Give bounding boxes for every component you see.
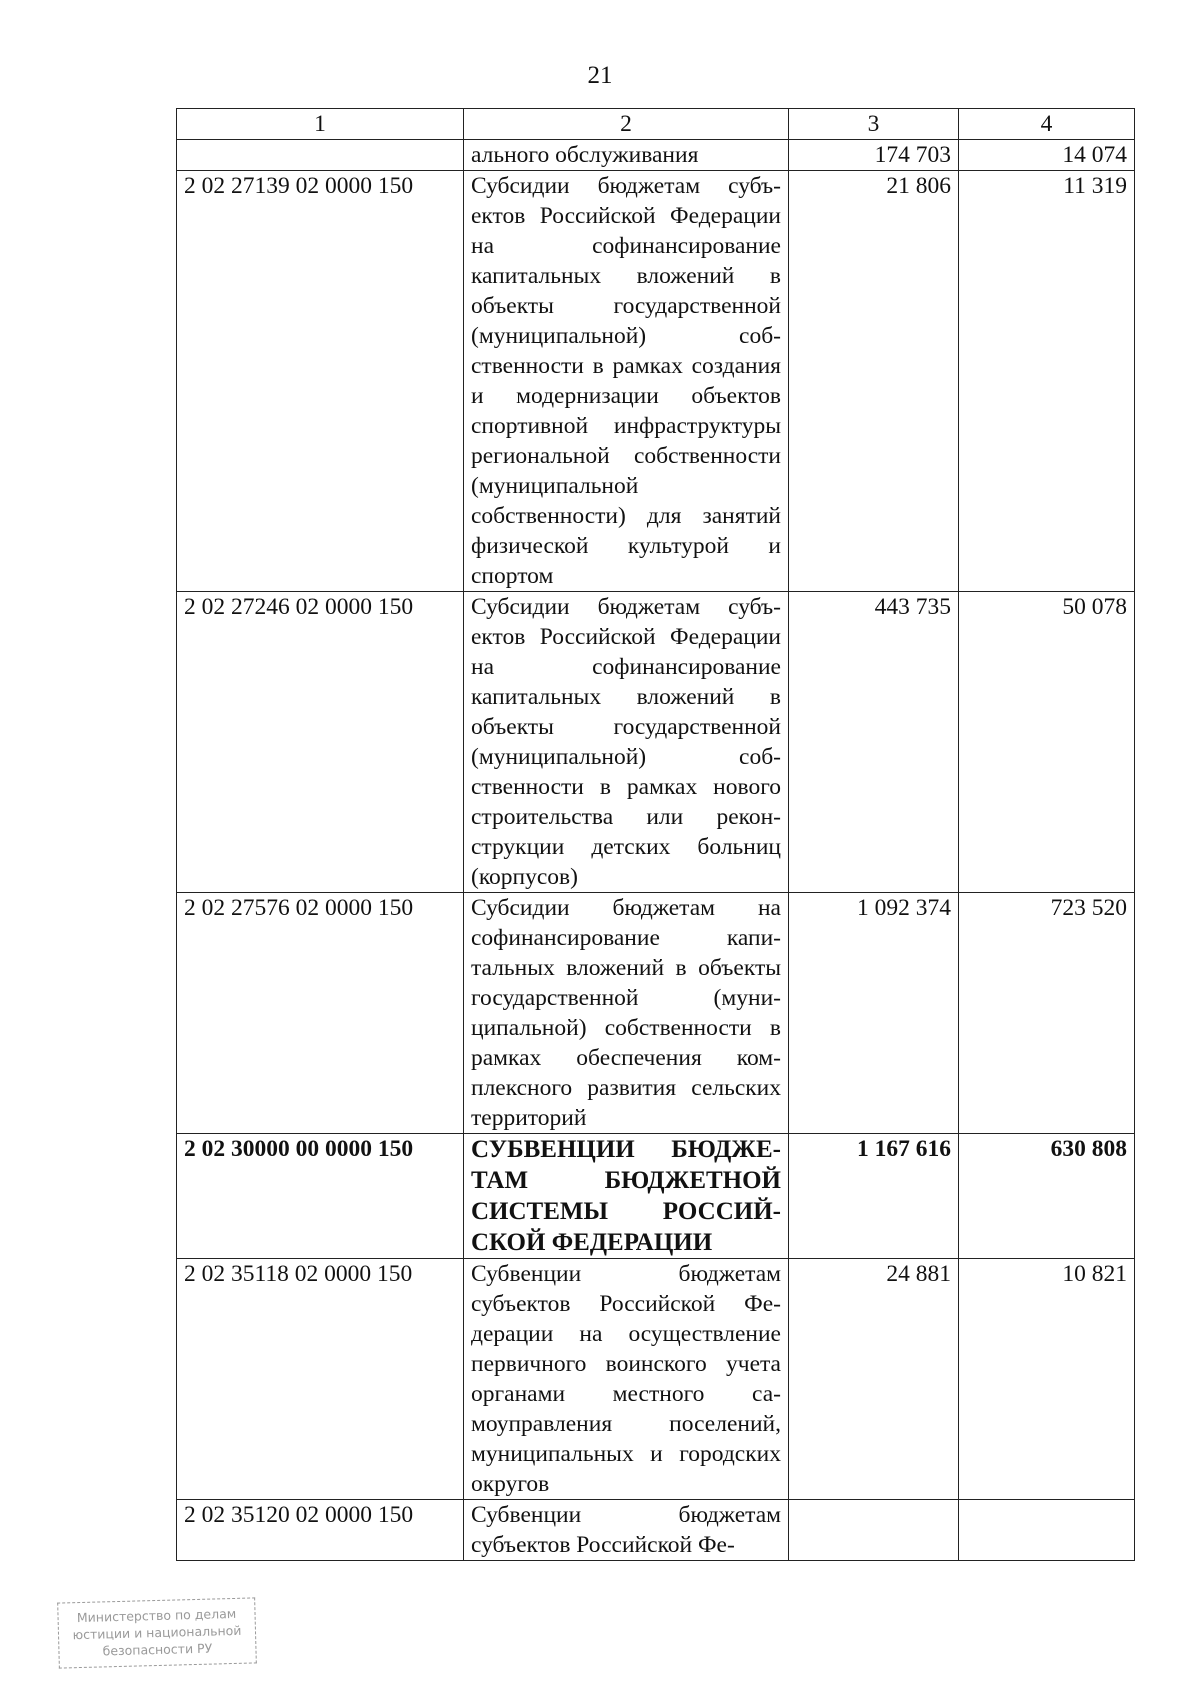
budget-table [176, 108, 1135, 1561]
table-row [177, 1500, 1135, 1561]
amount-col-3: 21 806 [789, 171, 959, 592]
amount-col-4: 50 078 [959, 592, 1135, 893]
row-description: Субсидии бюджетам на софинансирование капитальных вложений в объекты государственной (муниципальной) собственности в рамках обеспечения комплексного развития сельских территорий [464, 893, 789, 1134]
stamp-line: безопасности РУ [102, 1640, 213, 1659]
amount-col-4: 11 319 [959, 171, 1135, 592]
table-header-row [177, 109, 1135, 140]
amount-col-3 [789, 1500, 959, 1561]
table-row [177, 140, 1135, 171]
table-row [177, 171, 1135, 592]
stamp-line: юстиции и национальной [72, 1622, 242, 1643]
amount-col-4: 630 808 [959, 1134, 1135, 1259]
table-row [177, 1259, 1135, 1500]
row-description: СУБВЕНЦИИ БЮДЖЕТАМ БЮДЖЕТНОЙ СИСТЕМЫ РОССИЙСКОЙ ФЕДЕРАЦИИ [464, 1134, 789, 1259]
row-description: Субвенции бюджетам субъектов Российской Федерации на осуществление первичного воинского учета органами местного самоуправления поселений, муниципальных и городских округов [464, 1259, 789, 1500]
row-description: Субсидии бюджетам субъектов Российской Федерации на софинансирование капитальных вложений в объекты государственной (муниципальной) собственности в рамках создания и модернизации объектов спортивной инфраструктуры региональной собственности (муниципальной собственности) для занятий физической культурой и спортом [464, 171, 789, 592]
row-description: Субсидии бюджетам субъектов Российской Федерации на софинансирование капитальных вложений в объекты государственной (муниципальной) собственности в рамках нового строительства или реконструкции детских больниц (корпусов) [464, 592, 789, 893]
budget-code: 2 02 35118 02 0000 150 [177, 1259, 464, 1500]
budget-code: 2 02 27139 02 0000 150 [177, 171, 464, 592]
registration-stamp [57, 1597, 257, 1668]
amount-col-3: 1 092 374 [789, 893, 959, 1134]
column-header-2: 2 [464, 109, 789, 140]
amount-col-3: 24 881 [789, 1259, 959, 1500]
amount-col-4: 14 074 [959, 140, 1135, 171]
amount-col-4: 10 821 [959, 1259, 1135, 1500]
column-header-1: 1 [177, 109, 464, 140]
row-description: Субвенции бюджетам субъектов Российской Фе- [464, 1500, 789, 1561]
page-number: 21 [587, 62, 613, 89]
amount-col-3: 174 703 [789, 140, 959, 171]
budget-code: 2 02 30000 00 0000 150 [177, 1134, 464, 1259]
budget-code [177, 140, 464, 171]
budget-code: 2 02 27576 02 0000 150 [177, 893, 464, 1134]
table-row [177, 893, 1135, 1134]
table-row-section-total [177, 1134, 1135, 1259]
amount-col-3: 1 167 616 [789, 1134, 959, 1259]
amount-col-4 [959, 1500, 1135, 1561]
column-header-4: 4 [959, 109, 1135, 140]
column-header-3: 3 [789, 109, 959, 140]
stamp-line: Министерство по делам [76, 1605, 237, 1626]
table-row [177, 592, 1135, 893]
row-description: ального обслуживания [464, 140, 789, 171]
budget-code: 2 02 27246 02 0000 150 [177, 592, 464, 893]
budget-code: 2 02 35120 02 0000 150 [177, 1500, 464, 1561]
amount-col-4: 723 520 [959, 893, 1135, 1134]
amount-col-3: 443 735 [789, 592, 959, 893]
